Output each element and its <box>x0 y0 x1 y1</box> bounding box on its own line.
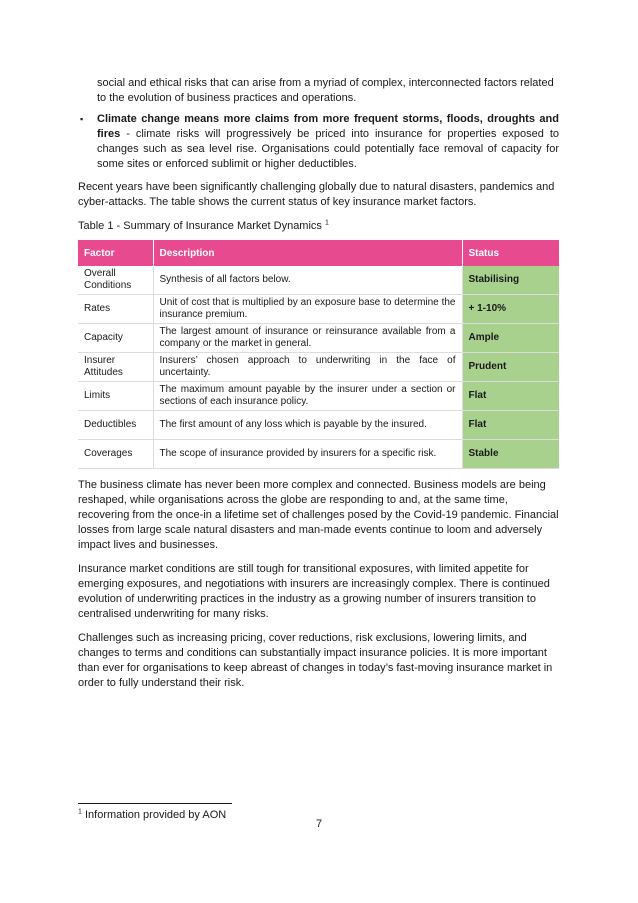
row-factor: Deductibles <box>78 411 153 440</box>
row-status: Prudent <box>462 353 559 382</box>
continued-bullet-text: social and ethical risks that can arise from a myriad of complex, interconnected factors related to the evolution of business practices and operations. <box>97 77 554 104</box>
header-factor: Factor <box>78 240 153 266</box>
table-row <box>78 266 559 295</box>
footnote-reference: 1 <box>324 219 329 227</box>
footnote-text: Information provided by AON <box>84 809 227 821</box>
header-description: Description <box>153 240 462 266</box>
row-description: The maximum amount payable by the insurer under a section or sections of each insurance policy. <box>153 382 462 411</box>
row-description: The largest amount of insurance or reinsurance available from a company or the market in general. <box>153 324 462 353</box>
row-description: Unit of cost that is multiplied by an exposure base to determine the insurance premium. <box>153 295 462 324</box>
bullet-body: - climate risks will progressively be priced into insurance for properties exposed to changes such as sea level rise. Organisations could potentially face removal of capacity for some sites or enforced sublimit or higher deductibles. <box>97 128 559 170</box>
table-row <box>78 382 559 411</box>
row-factor: Coverages <box>78 440 153 469</box>
bullet-climate-change <box>78 112 559 172</box>
intro-paragraph: Recent years have been significantly challenging globally due to natural disasters, pandemics and cyber-attacks. The table shows the current status of key insurance market factors. <box>78 181 555 208</box>
row-description: Synthesis of all factors below. <box>153 266 462 295</box>
row-status: Flat <box>462 411 559 440</box>
row-description: The first amount of any loss which is payable by the insured. <box>153 411 462 440</box>
row-factor: Rates <box>78 295 153 324</box>
row-description: Insurers’ chosen approach to underwriting in the face of uncertainty. <box>153 353 462 382</box>
document-page <box>78 76 559 691</box>
table-row <box>78 324 559 353</box>
row-status: Stabilising <box>462 266 559 295</box>
body-paragraph-market-conditions: Insurance market conditions are still tough for transitional exposures, with limited appetite for emerging exposures, and negotiations with insurers are increasingly complex. There is continued evolution of underwriting practices in the industry as a growing number of insurers transition to centralised underwriting for many risks. <box>78 563 550 620</box>
header-status: Status <box>462 240 559 266</box>
row-description: The scope of insurance provided by insurers for a specific risk. <box>153 440 462 469</box>
body-paragraph-business-climate: The business climate has never been more complex and connected. Business models are being reshaped, while organisations across the globe are responding to and, at the same time, recovering from the once-in a lifetime set of challenges posed by the Covid-19 pandemic. Financial losses from large scale natural disasters and man-made events continue to loom and adversely impact lives and businesses. <box>78 479 559 551</box>
table-caption-text: Table 1 - Summary of Insurance Market Dynamics <box>78 220 322 232</box>
row-factor: Capacity <box>78 324 153 353</box>
table-row <box>78 411 559 440</box>
table-row <box>78 440 559 469</box>
row-status: Flat <box>462 382 559 411</box>
footnote-divider <box>78 803 232 804</box>
table-caption <box>78 219 559 234</box>
insurance-market-table <box>78 240 559 469</box>
row-status: + 1-10% <box>462 295 559 324</box>
square-bullet-icon: ▪ <box>80 114 84 124</box>
row-factor: Overall Conditions <box>78 266 153 295</box>
row-factor: Limits <box>78 382 153 411</box>
page-number: 7 <box>315 818 323 830</box>
row-factor: Insurer Attitudes <box>78 353 153 382</box>
body-paragraph-challenges: Challenges such as increasing pricing, cover reductions, risk exclusions, lowering limits, and changes to terms and conditions can substantially impact insurance policies. It is more important than ever for organisations to keep abreast of changes in today’s fast-moving insurance market in order to fully understand their risk. <box>78 632 553 689</box>
row-status: Ample <box>462 324 559 353</box>
table-row <box>78 353 559 382</box>
footnote-number: 1 <box>78 808 82 816</box>
table-header-row <box>78 240 559 266</box>
row-status: Stable <box>462 440 559 469</box>
bullet-bold-lead: Climate change means more claims from more frequent storms, floods, droughts and fires <box>97 113 559 140</box>
table-row <box>78 295 559 324</box>
